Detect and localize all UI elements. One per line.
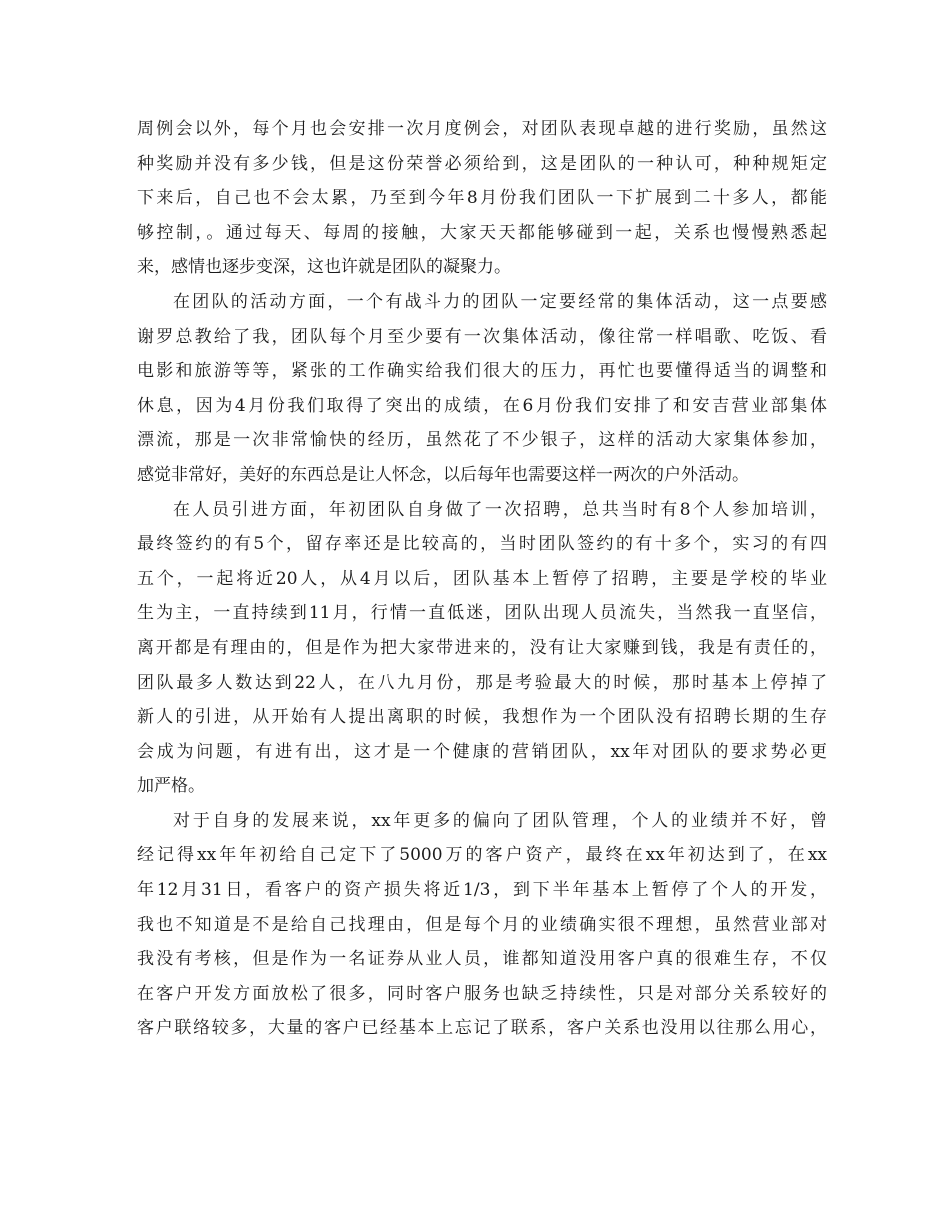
text-line: 电影和旅游等等，紧张的工作确实给我们很大的压力，再忙也要懂得适当的调整和 <box>137 361 827 382</box>
text-line: 周例会以外，每个月也会安排一次月度例会，对团队表现卓越的进行奖励，虽然这 <box>137 119 827 139</box>
text-line: 客户联络较多，大量的客户已经基本上忘记了联系，客户关系也没用以往那么用心， <box>137 1018 827 1039</box>
text-line: 生为主，一直持续到11月，行情一直低迷，团队出现人员流失，当然我一直坚信， <box>137 603 827 624</box>
paragraph-2 <box>137 285 827 493</box>
paragraph-4 <box>137 804 827 1046</box>
text-line: 我也不知道是不是给自己找理由，但是每个月的业绩确实很不理想，虽然营业部对 <box>137 914 827 935</box>
text-line: 感觉非常好，美好的东西总是让人怀念，以后每年也需要这样一两次的户外活动。 <box>137 464 749 485</box>
text-line: 漂流，那是一次非常愉快的经历，虽然花了不少银子，这样的活动大家集体参加， <box>137 430 827 451</box>
text-line: 在团队的活动方面，一个有战斗力的团队一定要经常的集体活动，这一点要感 <box>173 291 827 312</box>
text-line: 新人的引进，从开始有人提出离职的时候，我想作为一个团队没有招聘长期的生存 <box>137 707 827 728</box>
text-line: 离开都是有理由的，但是作为把大家带进来的，没有让大家赚到钱，我是有责任的， <box>137 637 827 658</box>
text-line: 会成为问题，有进有出，这才是一个健康的营销团队，xx年对团队的要求势必更 <box>137 741 827 762</box>
text-line: 最终签约的有5个，留存率还是比较高的，当时团队签约的有十多个，实习的有四 <box>137 534 827 555</box>
text-line: 加严格。 <box>137 776 205 797</box>
text-line: 对于自身的发展来说，xx年更多的偏向了团队管理，个人的业绩并不好，曾 <box>173 810 827 831</box>
text-line: 来，感情也逐步变深，这也许就是团队的凝聚力。 <box>137 257 511 278</box>
paragraph-3 <box>137 493 827 804</box>
text-line: 在客户开发方面放松了很多，同时客户服务也缺乏持续性，只是对部分关系较好的 <box>137 983 827 1004</box>
text-line: 够控制，。通过每天、每周的接触，大家天天都能够碰到一起，关系也慢慢熟悉起 <box>137 222 827 243</box>
text-line: 年12月31日，看客户的资产损失将近1/3，到下半年基本上暂停了个人的开发， <box>137 880 827 901</box>
text-line: 五个，一起将近20人，从4月以后，团队基本上暂停了招聘，主要是学校的毕业 <box>137 568 827 589</box>
text-line: 团队最多人数达到22人，在八九月份，那是考验最大的时候，那时基本上停掉了 <box>137 672 827 693</box>
paragraph-1 <box>137 112 827 285</box>
text-line: 下来后，自己也不会太累，乃至到今年8月份我们团队一下扩展到二十多人，都能 <box>137 188 827 209</box>
text-line: 种奖励并没有多少钱，但是这份荣誉必须给到，这是团队的一种认可，种种规矩定 <box>137 153 827 174</box>
text-line: 我没有考核，但是作为一名证券从业人员，谁都知道没用客户真的很难生存，不仅 <box>137 949 827 970</box>
text-line: 在人员引进方面，年初团队自身做了一次招聘，总共当时有8个人参加培训， <box>173 499 827 520</box>
text-line: 经记得xx年年初给自己定下了5000万的客户资产，最终在xx年初达到了，在xx <box>137 845 827 866</box>
text-line: 谢罗总教给了我，团队每个月至少要有一次集体活动，像往常一样唱歌、吃饭、看 <box>137 326 827 347</box>
document-body <box>137 112 827 1046</box>
text-line: 休息，因为4月份我们取得了突出的成绩，在6月份我们安排了和安吉营业部集体 <box>137 395 827 416</box>
